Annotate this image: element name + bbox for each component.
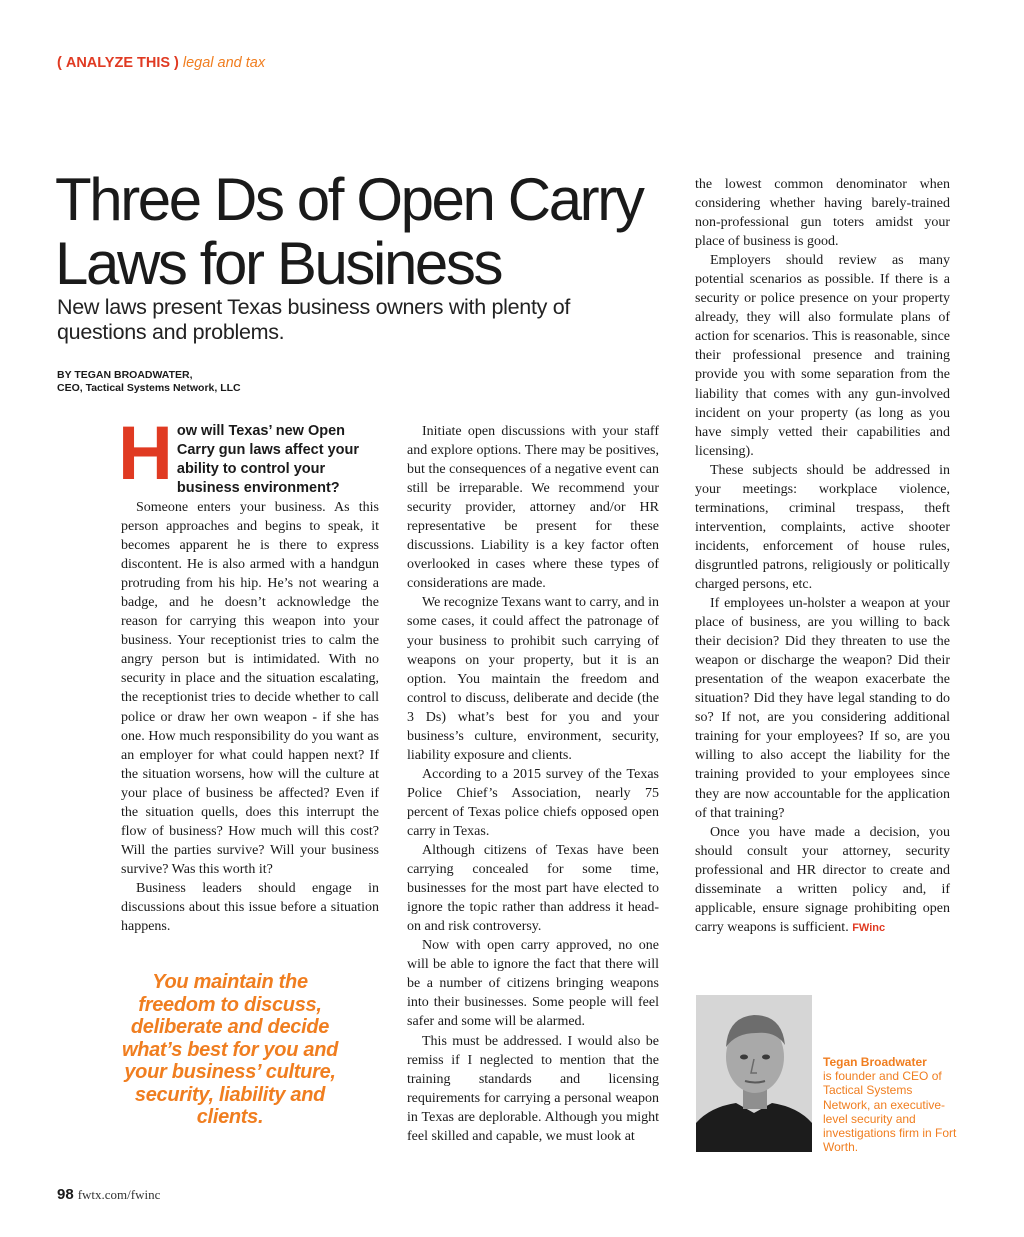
pull-quote: You maintain the freedom to discuss, deliberate and decide what’s best for you and your business’ culture, security, liability and clients.	[121, 971, 339, 1128]
page-number: 98	[57, 1186, 74, 1203]
site-url: fwtx.com/fwinc	[77, 1187, 161, 1202]
paragraph: Although citizens of Texas have been carrying concealed for some time, businesses for the most part have elected to ignore the topic rather than address it head-on and risk controversy.	[407, 843, 659, 935]
lede-text: ow will Texas’ new Open Carry gun laws affect your ability to control your business environment?	[176, 423, 359, 496]
byline-role: CEO, Tactical Systems Network, LLC	[57, 382, 241, 394]
paragraph-text: Once you have made a decision, you should consult your attorney, security professional and HR director to create and disseminate a written policy and, if applicable, ensure signage prohibiting open carry weapons is sufficient.	[695, 824, 950, 935]
author-photo	[696, 995, 812, 1152]
byline-name: BY TEGAN BROADWATER,	[57, 369, 193, 381]
drop-cap: H	[118, 411, 173, 496]
paragraph: According to a 2015 survey of the Texas Police Chief’s Association, nearly 75 percent of Texas police chiefs opposed open carry in Texas.	[407, 766, 659, 839]
paragraph: Business leaders should engage in discussions about this issue before a situation happens.	[121, 880, 379, 935]
column-2	[407, 422, 659, 1146]
article-title: Three Ds of Open Carry Laws for Business	[55, 166, 643, 297]
section-category: legal and tax	[182, 55, 266, 71]
end-mark: FWinc	[852, 921, 886, 934]
byline	[57, 369, 241, 395]
author-bio-text: is founder and CEO of Tactical Systems Network, an executive-level security and investigations firm in Fort Worth.	[823, 1069, 957, 1155]
paragraph: Employers should review as many potential scenarios as possible. If there is a security or police presence on your property already, they will also formulate plans of action for scenarios. This is reasonable, since their professional presence and training provide you with some separation from the liability that comes with any gun-involved incident on your property (as long as you have simply vetted their capabilities and licensing).	[695, 253, 950, 459]
paragraph: We recognize Texans want to carry, and in some cases, it could affect the patronage of your business to prohibit such carrying of weapons on your property, but it is an option. You maintain the freedom and control to discuss, deliberate and decide (the 3 Ds) what’s best for you and your business’s culture, environment, security, liability exposure and clients.	[407, 595, 659, 763]
section-close-bracket: )	[174, 55, 179, 71]
section-name: ANALYZE THIS	[65, 55, 171, 71]
author-portrait-icon	[696, 995, 812, 1152]
paragraph: This must be addressed. I would also be remiss if I neglected to mention that the training standards and licensing requirements for carrying a personal weapon in Texas are deplorable. Although you might feel skilled and capable, we must look at	[407, 1033, 659, 1144]
paragraph: the lowest common denominator when considering whether having barely-trained non-professional gun toters amidst your place of business is good.	[695, 177, 950, 250]
author-name: Tegan Broadwater	[823, 1055, 927, 1069]
paragraph: If employees un-holster a weapon at your place of business, are you willing to back their decision? Did they threaten to use the weapon or discharge the weapon? Did their presentation of the weapon exacerbate the situation? Did they have legal standing to do so? If not, are you considering additional training for your employees? If so, are you willing to also accept the liability for the training provided to your employees since they are now accountable for the application of that training?	[695, 596, 950, 821]
paragraph: Now with open carry approved, no one will be able to ignore the fact that there will be a number of citizens bringing weapons into their businesses. Some people will feel safer and some will be alarmed.	[407, 938, 659, 1030]
article-subtitle: New laws present Texas business owners with plenty of questions and problems.	[57, 295, 571, 344]
column-1	[121, 498, 379, 936]
page-footer	[57, 1186, 160, 1204]
column-3	[695, 175, 950, 938]
paragraph	[695, 823, 950, 938]
section-tag	[57, 55, 265, 71]
section-open-bracket: (	[57, 55, 62, 71]
paragraph: Someone enters your business. As this person approaches and begins to speak, it becomes apparent he is there to express discontent. He is also armed with a handgun protruding from his hip. He’s not wearing a badge, and he doesn’t acknowledge the reason for carrying this weapon into your business. Your receptionist tries to calm the angry person but is intimidated. With no security in place and the situation escalating, the receptionist tries to decide whether to call police or draw her own weapon - if she has one. How much responsibility do you want as an employer for what could happen next? If the situation worsens, how will the culture at your place of business be affected? Even if the situation quells, does this interrupt the flow of business? How much will this cost? Will the parties survive? Will your business survive? Was this worth it?	[121, 500, 379, 877]
paragraph: These subjects should be addressed in your meetings: workplace violence, terminations, criminal trespass, theft intervention, complaints, active shooter incidents, enforcement of house rules, disgruntled patrons, religiously or politically charged persons, etc.	[695, 462, 950, 592]
lede	[118, 411, 379, 498]
author-bio	[823, 1055, 963, 1154]
paragraph: Initiate open discussions with your staff and explore options. There may be positives, but the consequences of a negative event can still be irreparable. We recommend your security provider, attorney and/or HR representative be present for these discussions. Liability is a key factor often overlooked in cases where these types of considerations are made.	[407, 424, 659, 592]
